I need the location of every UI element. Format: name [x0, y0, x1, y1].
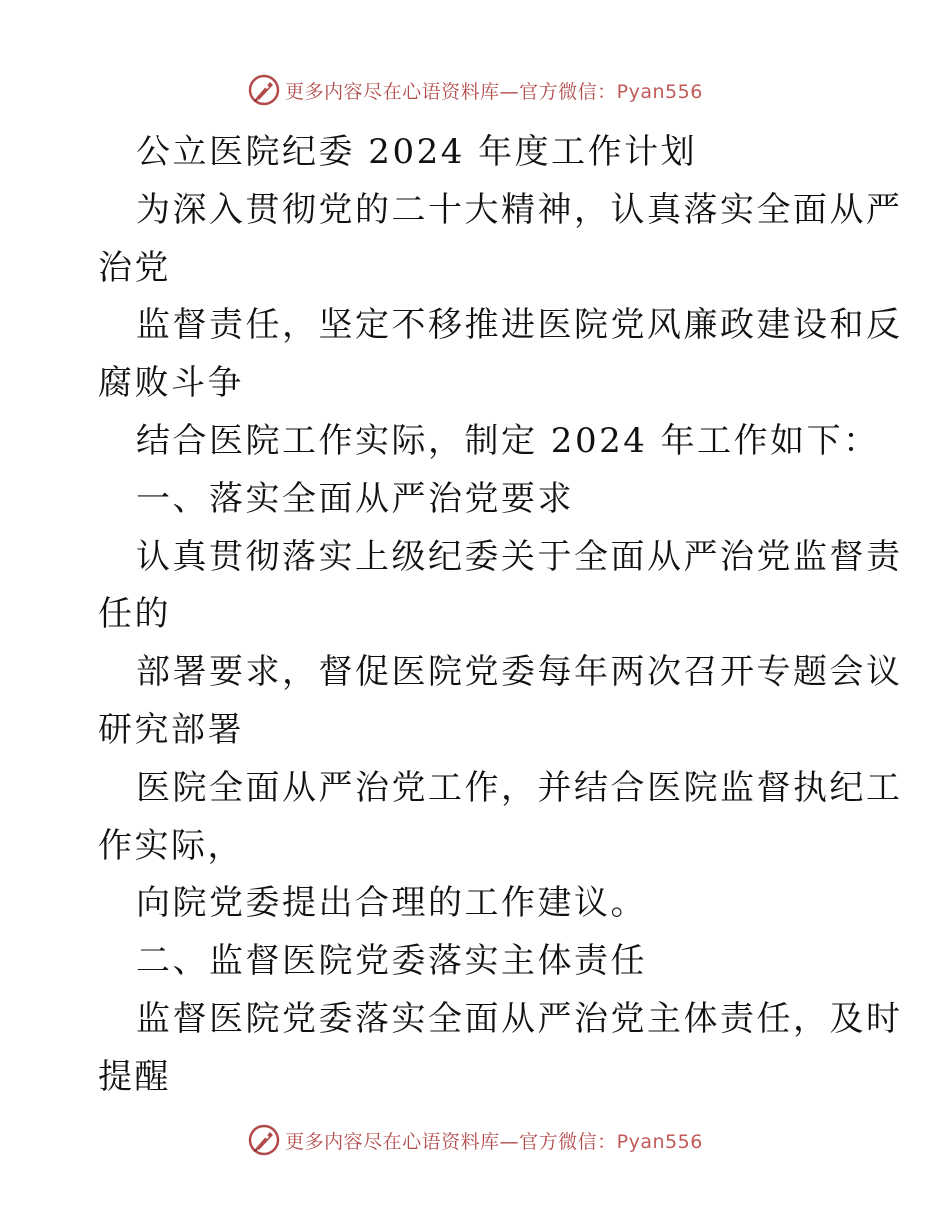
text-line: 作实际， — [98, 825, 244, 866]
text-line: 为深入贯彻党的二十大精神，认真落实全面从严 — [136, 189, 903, 230]
text-line: 一、落实全面从严治党要求 — [136, 478, 574, 519]
watermark-footer — [0, 1120, 950, 1160]
watermark-content — [247, 1123, 703, 1157]
text-line: 向院党委提出合理的工作建议。 — [136, 883, 647, 924]
document-body — [98, 124, 903, 1107]
text-line: 结合医院工作实际，制定 2024 年工作如下： — [136, 420, 880, 461]
document-title: 公立医院纪委 2024 年度工作计划 — [136, 132, 698, 172]
text-line: 任的 — [98, 594, 171, 635]
text-line: 提醒 — [98, 1056, 171, 1097]
text-line: 部署要求，督促医院党委每年两次召开专题会议 — [136, 652, 903, 693]
watermark-text: 更多内容尽在心语资料库—官方微信：Pyan556 — [285, 1130, 703, 1153]
text-line: 监督责任，坚定不移推进医院党风廉政建设和反 — [136, 305, 903, 346]
quill-pen-icon — [247, 1123, 281, 1157]
text-line: 医院全面从严治党工作，并结合医院监督执纪工 — [136, 767, 903, 808]
text-line: 研究部署 — [98, 709, 244, 750]
watermark-text: 更多内容尽在心语资料库—官方微信：Pyan556 — [285, 80, 703, 103]
text-line: 监督医院党委落实全面从严治党主体责任，及时 — [136, 998, 903, 1039]
text-line: 腐败斗争 — [98, 363, 244, 404]
wechat-handle: Pyan556 — [616, 80, 703, 103]
watermark-header — [0, 70, 950, 110]
text-line: 治党 — [98, 247, 171, 288]
wechat-handle: Pyan556 — [616, 1130, 703, 1153]
watermark-content — [247, 73, 703, 107]
text-line: 认真贯彻落实上级纪委关于全面从严治党监督责 — [136, 536, 903, 577]
text-line: 二、监督医院党委落实主体责任 — [136, 941, 647, 982]
quill-pen-icon — [247, 73, 281, 107]
